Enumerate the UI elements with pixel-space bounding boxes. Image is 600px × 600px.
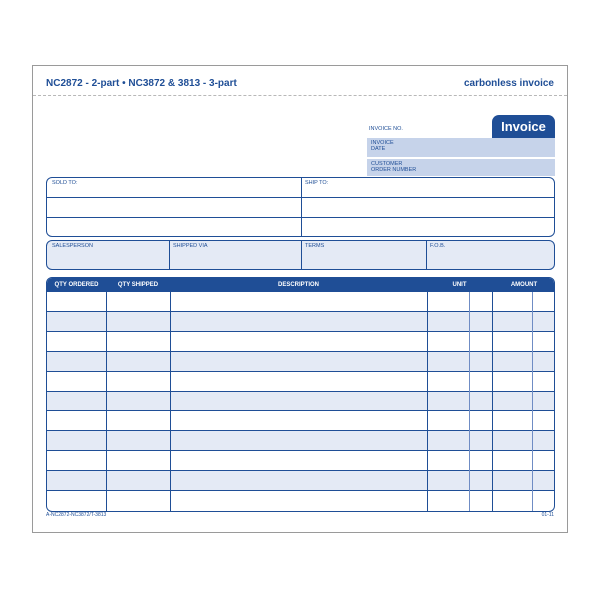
line-items-table bbox=[46, 277, 555, 512]
column-header-qty-shipped: QTY SHIPPED bbox=[117, 282, 159, 288]
perforation-line bbox=[33, 95, 567, 96]
column-subdivider bbox=[532, 292, 533, 511]
customer-order-number-label: CUSTOMER ORDER NUMBER bbox=[371, 161, 417, 173]
column-divider bbox=[427, 292, 428, 511]
invoice-date-field[interactable] bbox=[367, 138, 555, 157]
form-product-name: carbonless invoice bbox=[463, 78, 554, 89]
invoice-number-label: INVOICE NO. bbox=[369, 126, 403, 132]
shipping-divider bbox=[301, 241, 302, 269]
sold-to-label: SOLD TO: bbox=[52, 180, 78, 186]
fob-label: F.O.B. bbox=[430, 243, 446, 249]
table-row[interactable] bbox=[47, 312, 554, 332]
customer-order-number-field[interactable] bbox=[367, 159, 555, 176]
table-row[interactable] bbox=[47, 491, 554, 511]
column-header-qty-ordered: QTY ORDERED bbox=[54, 282, 99, 288]
invoice-title-badge: Invoice bbox=[492, 115, 555, 138]
ship-to-label: SHIP TO: bbox=[305, 180, 329, 186]
salesperson-label: SALESPERSON bbox=[52, 243, 93, 249]
form-model-numbers: NC2872 - 2-part • NC3872 & 3813 - 3-part bbox=[46, 78, 237, 89]
address-divider bbox=[301, 178, 302, 236]
column-subdivider bbox=[469, 292, 470, 511]
shipping-info-box bbox=[46, 240, 555, 270]
address-line bbox=[47, 217, 554, 218]
shipped-via-label: SHIPPED VIA bbox=[173, 243, 208, 249]
column-divider bbox=[106, 292, 107, 511]
shipping-divider bbox=[169, 241, 170, 269]
column-divider bbox=[170, 292, 171, 511]
shipping-divider bbox=[426, 241, 427, 269]
table-row[interactable] bbox=[47, 392, 554, 412]
table-row[interactable] bbox=[47, 471, 554, 491]
table-row[interactable] bbox=[47, 352, 554, 372]
column-divider bbox=[492, 292, 493, 511]
invoice-form bbox=[32, 65, 568, 533]
table-row[interactable] bbox=[47, 292, 554, 312]
column-header-unit: UNIT bbox=[452, 282, 467, 288]
table-row[interactable] bbox=[47, 431, 554, 451]
terms-label: TERMS bbox=[305, 243, 325, 249]
column-header-amount: AMOUNT bbox=[510, 282, 538, 288]
table-header bbox=[47, 278, 554, 292]
table-row[interactable] bbox=[47, 332, 554, 352]
table-row[interactable] bbox=[47, 451, 554, 471]
invoice-date-label: INVOICE DATE bbox=[371, 140, 394, 152]
form-code: A-NC2872-NC3872/T-3813 bbox=[46, 512, 107, 518]
table-row[interactable] bbox=[47, 372, 554, 392]
table-row[interactable] bbox=[47, 411, 554, 431]
column-header-description: DESCRIPTION bbox=[277, 282, 319, 288]
address-line bbox=[47, 197, 554, 198]
form-revision: 01-11 bbox=[541, 512, 554, 518]
address-box bbox=[46, 177, 555, 237]
